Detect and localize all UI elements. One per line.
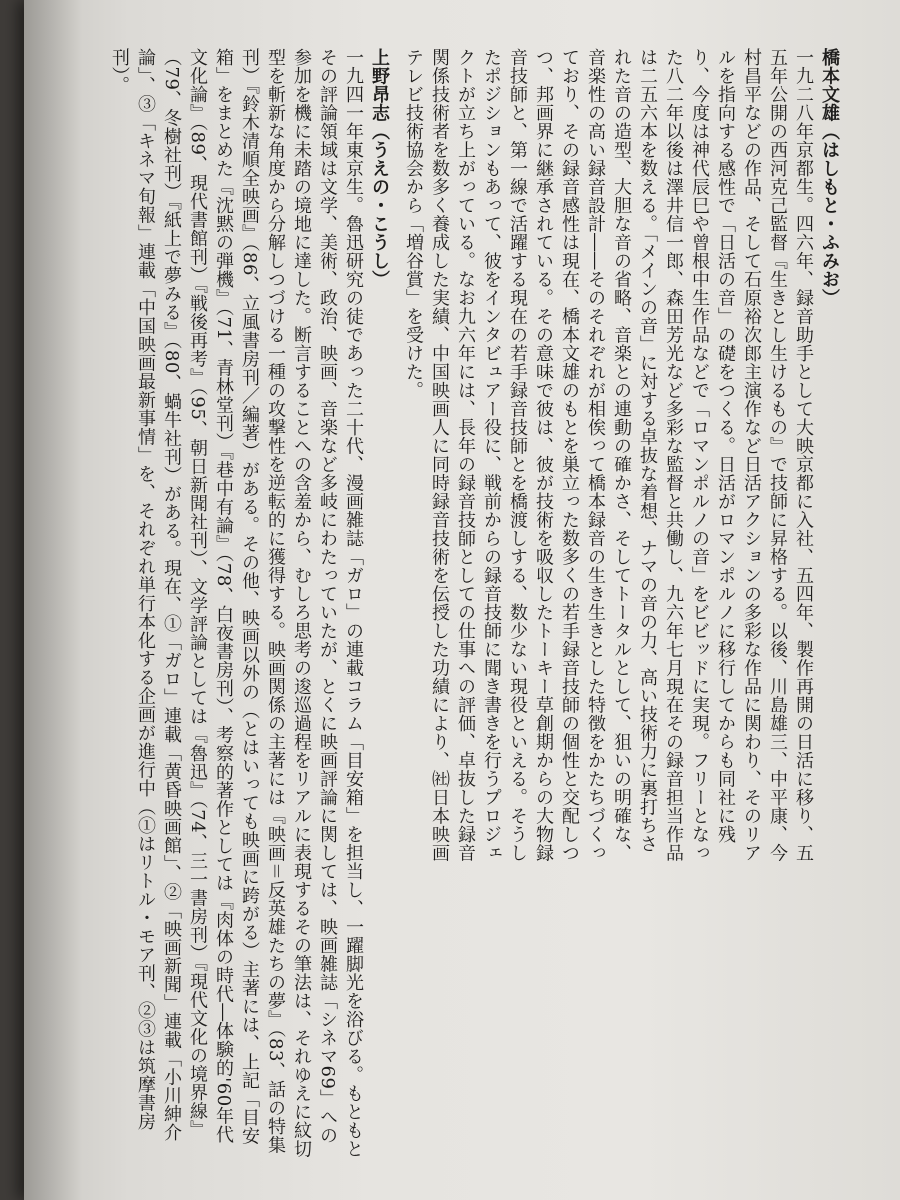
entry-heading: 上野昂志（うえの・こうし） [369, 48, 390, 289]
entry-body: 一九四一年東京生。魯迅研究の徒であった二十代、漫画雑誌「ガロ」の連載コラム「目安箱」を担当し、一躍脚光を浴びる。もともとその評論領域は文学、美術、政治、映画、音楽など多岐にわたっていたが、とくに映画評論に関しては、映画雑誌「シネマ69」への参加を機に未踏の境地に達した。断言することへの含羞から、むしろ思考の逡巡過程をリアルに表現するその筆法は、それゆえに紋切型を斬新な角度から分解しつづける一種の攻撃性を逆転的に獲得する。映画関係の主著には『映画＝反英雄たちの夢』（83、話の特集刊）『鈴木清順全映画』（86、立風書房刊／編著）がある。その他、映画以外の（とはいっても映画に跨がる）主著には、上記「目安箱」をまとめた『沈黙の弾機』（71、青林堂刊）『巷中有論』（78、白夜書房刊）、考察的著作としては『肉体の時代―体験的'60年代文化論』（89、現代書館刊）『戦後再考』（95、朝日新聞社刊）、文学評論としては『魯迅』（74、三一書房刊）『現代文化の境界線』（79、冬樹社刊）『紙上で夢みる』（80、蝸牛社刊）がある。現在、①「ガロ」連載「黄昏映画館」、②「映画新聞」連載「小川紳介論」、③「キネマ旬報」連載「中国映画最新事情」を、それぞれ単行本化する企画が進行中（①はリトル・モア刊、②③は筑摩書房刊）。 [109, 48, 364, 1158]
entry-ueno [0, 48, 392, 1158]
book-page [24, 0, 900, 1200]
entry-body: 一九二八年京都生。四六年、録音助手として大映京都に入社、五四年、製作再開の日活に移り、五五年公開の西河克己監督『生きとし生けるもの』で技師に昇格する。以後、川島雄三、中平康、今村昌平などの作品、そして石原裕次郎主演作など日活アクションの多彩な作品に関わり、そのリアルを指向する感性で「日活の音」の礎をつくる。日活がロマンポルノに移行してからも同社に残り、今度は神代辰巳や曾根中生作品などで「ロマンポルノの音」をビビッドに実現。フリーとなった八二年以後は澤井信一郎、森田芳光など多彩な監督と共働し、九六年七月現在その録音担当作品は二五六本を数える。「メインの音」に対する卓抜な着想、ナマの音の力、高い技術力に裏打ちされた音の造型、大胆な音の省略、音楽との連動の確かさ、そしてトータルとして、狙いの明確な、音楽性の高い録音設計――そのそれぞれが相俟って橋本録音の生き生きとした特徴をかたちづくっており、その録音感性は現在、橋本文雄のもとを巣立った数多くの若手録音技師の個性と交配しつつ、邦画界に継承されている。その意味で彼は、彼が技術を吸収したトーキー草創期からの大物録音技師と、第一線で活躍する現在の若手録音技師とを橋渡しする、数少ない現役といえる。そうしたポジションもあって、彼をインタビュアー役に、戦前からの録音技師に聞き書きを行うプロジェクトが立ち上がっている。なお九六年には、長年の録音技師としての仕事への評価、卓抜した録音関係技術者を数多く養成した実績、中国映画人に同時録音技術を伝授した功績により、㈳日本映画テレビ技術協会から「増谷賞」を受けた。 [403, 48, 814, 862]
entry-heading: 橋本文雄（はしもと・ふみお） [819, 48, 840, 307]
